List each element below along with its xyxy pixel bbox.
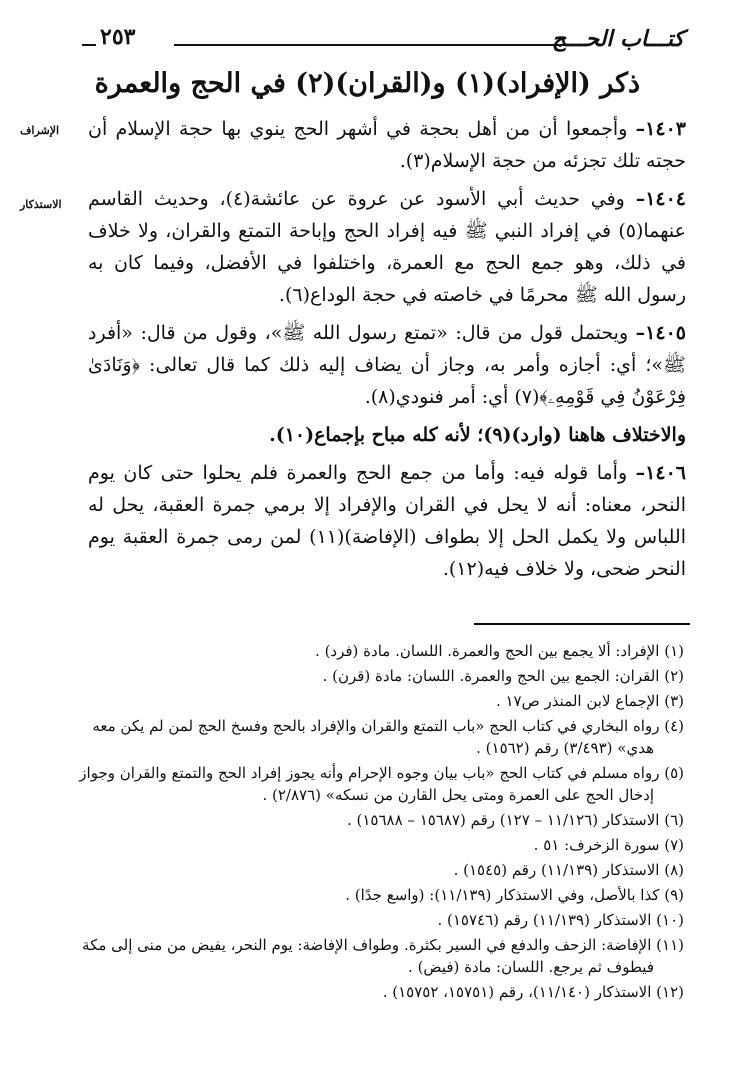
footnotes bbox=[60, 640, 684, 1006]
footnote: (١١) الإفاضة: الزحف والدفع في السير بكثرة. وطواف الإفاضة: يوم النحر، يفيض من منى إلى مكة فيطوف ثم يرجع. اللسان: مادة (فيض) . bbox=[82, 936, 684, 976]
footnote: (٢) القران: الجمع بين الحج والعمرة. اللسان: مادة (قرن) . bbox=[322, 667, 684, 685]
page-number: ٢٥٣ bbox=[100, 24, 136, 50]
footnote: (١) الإفراد: ألا يجمع بين الحج والعمرة. اللسان. مادة (فرد) . bbox=[315, 642, 684, 660]
paragraph-number: ١٤٠٥– bbox=[635, 322, 686, 344]
paragraph-text: ويحتمل قول من قال: «تمتع رسول الله ﷺ»، وقول من قال: «أفرد ﷺ»؛ أي: أجازه وأمر به، وجاز أن يضاف إليه ذلك كما قال تعالى: ﴿وَنَادَىٰ فِرْعَوْنُ فِي قَوْمِهِۦ﴾(٧) أي: أمر فنودي(٨). bbox=[88, 322, 686, 408]
paragraph-text: والاختلاف هاهنا (وارد)(٩)؛ لأنه كله مباح بإجماع(١٠). bbox=[269, 424, 686, 446]
footnote: (١٢) الاستذكار (١١/١٤٠)، رقم (١٥٧٥١، ١٥٧٥٢) . bbox=[382, 983, 684, 1001]
footnote: (٨) الاستذكار (١١/١٣٩) رقم (١٥٤٥) . bbox=[453, 861, 684, 879]
section-title: ذكر (الإفراد)(١) و(القران)(٢) في الحج والعمرة bbox=[94, 68, 640, 99]
paragraph-text: وفي حديث أبي الأسود عن عروة عن عائشة(٤)، وحديث القاسم عنهما(٥) في إفراد النبي ﷺ فيه إفراد الحج وإباحة التمتع والقران، ولا خلاف في ذلك، وهو جمع الحج مع العمرة، واختلفوا في الأفضل، وفيما كان به رسول الله ﷺ محرمًا في خاصته في حجة الوداع(٦). bbox=[88, 188, 686, 306]
footnote: (٦) الاستذكار (١١/١٢٦ – ١٢٧) رقم (١٥٦٨٧ – ١٥٦٨٨) . bbox=[346, 811, 684, 829]
paragraph-number: ١٤٠٤– bbox=[635, 188, 687, 210]
paragraph-1404 bbox=[88, 183, 686, 311]
paragraph-1405 bbox=[88, 317, 686, 413]
page-header bbox=[88, 22, 684, 62]
paragraph-number: ١٤٠٣– bbox=[635, 118, 686, 140]
header-dash bbox=[82, 44, 96, 46]
paragraph-number: ١٤٠٦– bbox=[635, 462, 686, 484]
footnote: (٥) رواه مسلم في كتاب الحج «باب بيان وجوه الإحرام وأنه يجوز إفراد الحج والتمتع والقران وجواز إدخال الحج على العمرة ومتى يحل القارن من نسكه» (٢/٨٧٦) . bbox=[79, 764, 684, 804]
footnote: (٧) سورة الزخرف: ٥١ . bbox=[533, 836, 684, 854]
paragraph-text: وأما قوله فيه: وأما من جمع الحج والعمرة فلم يحلوا حتى كان يوم النحر، معناه: أنه لا يحل في القران والإفراد إلا برمي جمرة العقبة، يحل له اللباس ولا يكمل الحل إلا بطواف (الإفاضة)(١١) لمن رمى جمرة العقبة يوم النحر ضحى، ولا خلاف فيه(١٢). bbox=[88, 462, 686, 580]
footnote: (٣) الإجماع لابن المنذر ص١٧ . bbox=[495, 692, 684, 710]
main-text bbox=[88, 113, 686, 585]
side-note-istidhkar: الاستذكار bbox=[20, 198, 62, 211]
paragraph-1403 bbox=[88, 113, 686, 177]
header-rule bbox=[174, 44, 572, 46]
footnote: (٤) رواه البخاري في كتاب الحج «باب التمتع والقران والإفراد بالحج وفسخ الحج لمن لم يكن معه هدي» (٣/٤٩٣) رقم (١٥٦٢) . bbox=[92, 717, 684, 757]
running-title: كتـــاب الحـــج bbox=[551, 26, 684, 52]
footnote-separator bbox=[474, 623, 690, 625]
paragraph-1406 bbox=[88, 457, 686, 585]
paragraph-text: وأجمعوا أن من أهل بحجة في أشهر الحج ينوي بها حجة الإسلام أن حجته تلك تجزئه من حجة الإسلام(٣). bbox=[88, 118, 686, 172]
footnote: (٩) كذا بالأصل، وفي الاستذكار (١١/١٣٩): (واسع جدًا) . bbox=[345, 886, 684, 904]
footnote: (١٠) الاستذكار (١١/١٣٩) رقم (١٥٧٤٦) . bbox=[437, 911, 684, 929]
paragraph-ikhtilaf bbox=[88, 419, 686, 451]
side-note-ishraf: الإشراف bbox=[20, 124, 60, 137]
